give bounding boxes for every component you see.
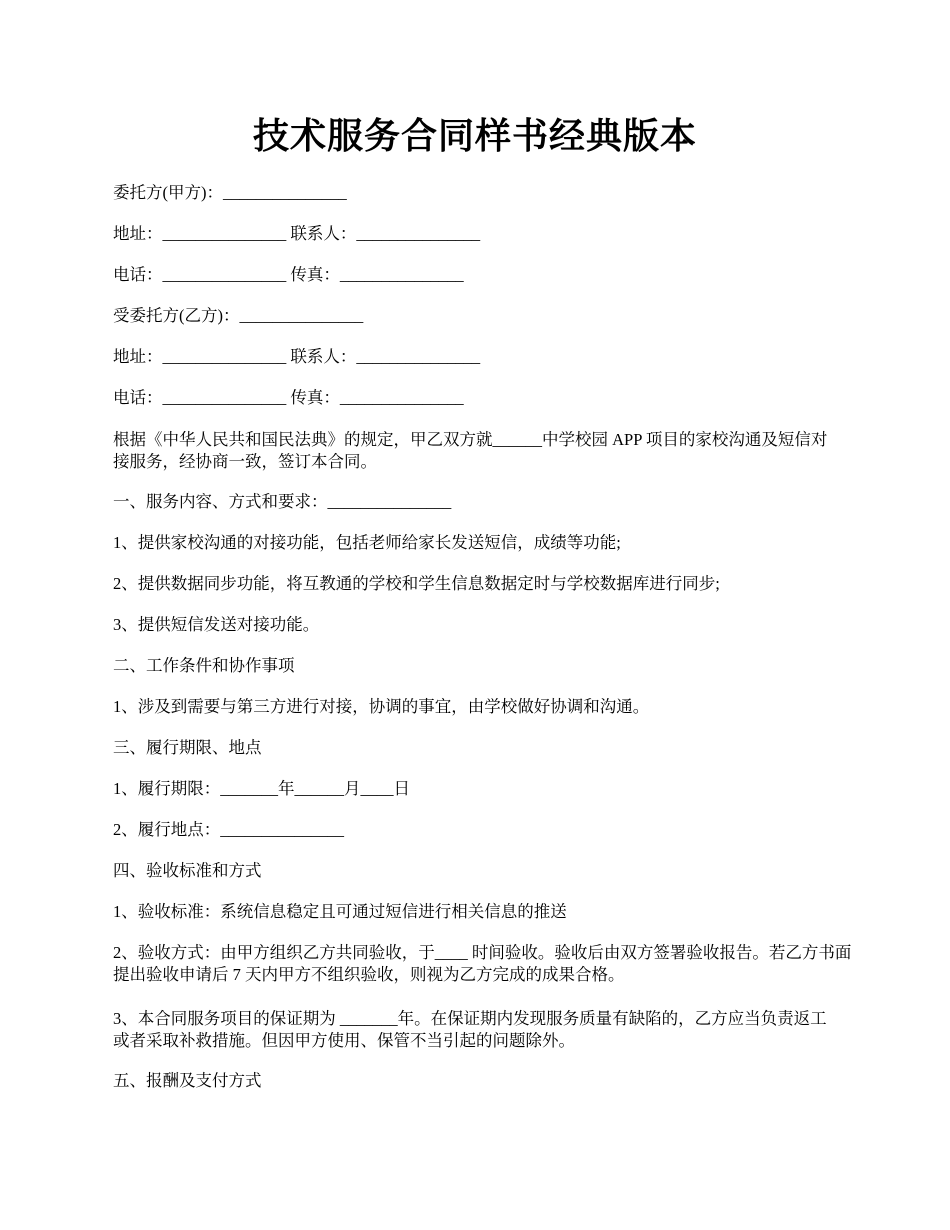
contract-preamble: 根据《中华人民共和国民法典》的规定，甲乙双方就______中学校园 APP 项目的家校沟通及短信对接服务，经协商一致，签订本合同。 [113,430,828,471]
document-title: 技术服务合同样书经典版本 [252,116,697,156]
term-item-1: 1、履行期限：_______年______月____日 [113,779,410,798]
section-4-heading: 四、验收标准和方式 [113,861,262,880]
section-1-heading: 一、服务内容、方式和要求：_______________ [113,492,452,511]
party-b-line: 受委托方(乙方)：_______________ [113,306,364,325]
party-a-line: 委托方(甲方)：_______________ [113,183,347,202]
term-item-2: 2、履行地点：_______________ [113,820,344,839]
service-item-1: 1、提供家校沟通的对接功能，包括老师给家长发送短信，成绩等功能; [113,533,621,552]
coordination-item-1: 1、涉及到需要与第三方进行对接，协调的事宜，由学校做好协调和沟通。 [113,697,650,716]
party-b-address-contact: 地址：_______________ 联系人：_______________ [113,347,481,366]
acceptance-item-3: 3、本合同服务项目的保证期为 _______年。在保证期内发现服务质量有缺陷的，乙方应当负责返工或者采取补救措施。但因甲方使用、保管不当引起的问题除外。 [113,1009,827,1050]
service-item-3: 3、提供短信发送对接功能。 [113,615,320,634]
acceptance-item-1: 1、验收标准：系统信息稳定且可通过短信进行相关信息的推送 [113,902,567,921]
party-a-address-contact: 地址：_______________ 联系人：_______________ [113,224,481,243]
acceptance-item-2: 2、验收方式：由甲方组织乙方共同验收，于____ 时间验收。验收后由双方签署验收报告。若乙方书面提出验收申请后 7 天内甲方不组织验收，则视为乙方完成的成果合格。 [113,943,852,984]
section-2-heading: 二、工作条件和协作事项 [113,656,295,675]
service-item-2: 2、提供数据同步功能，将互教通的学校和学生信息数据定时与学校数据库进行同步; [113,574,720,593]
party-b-phone-fax: 电话：_______________ 传真：_______________ [113,388,464,407]
section-3-heading: 三、履行期限、地点 [113,738,262,757]
section-5-heading: 五、报酬及支付方式 [113,1071,262,1090]
party-a-phone-fax: 电话：_______________ 传真：_______________ [113,265,464,284]
